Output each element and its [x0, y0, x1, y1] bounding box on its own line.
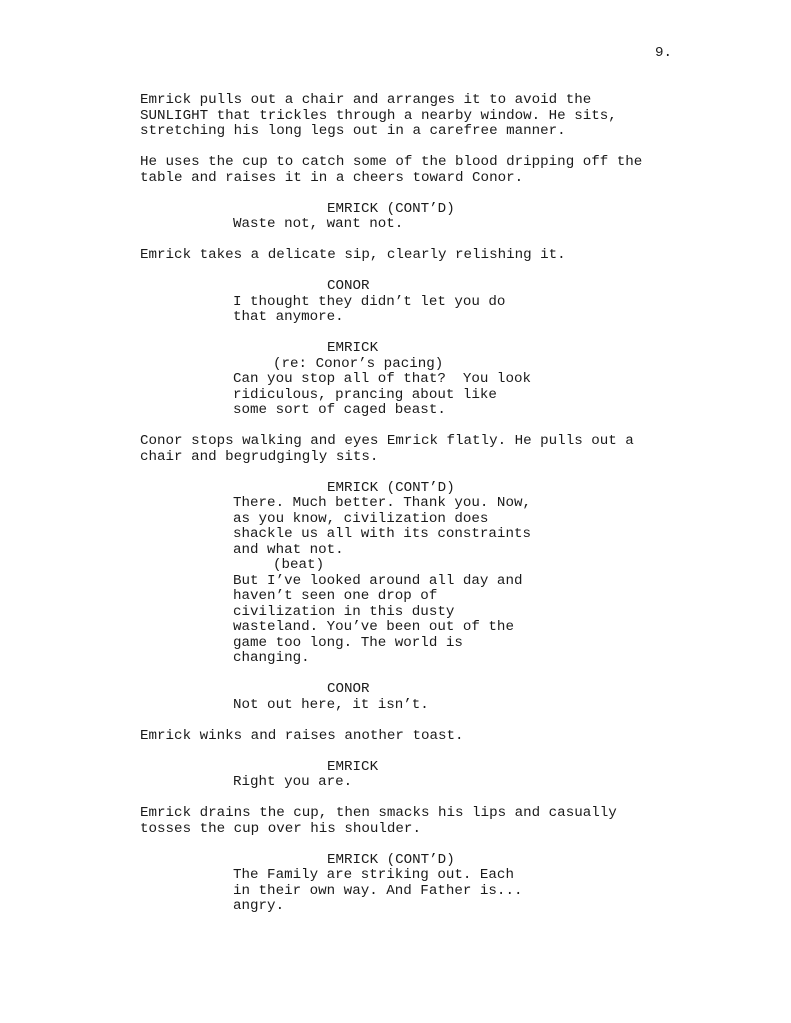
action-line: Emrick takes a delicate sip, clearly relishing it.	[140, 247, 566, 263]
block-spacer	[140, 713, 700, 729]
block-spacer	[140, 326, 700, 342]
character-block	[140, 760, 700, 776]
character-cue: CONOR	[327, 681, 370, 697]
action-block	[140, 155, 700, 186]
character-block	[140, 682, 700, 698]
dialogue-line: Right you are.	[233, 774, 353, 790]
dialogue-line: civilization in this dusty	[233, 603, 455, 620]
dialogue-block	[140, 295, 700, 326]
dialogue-block	[140, 372, 700, 419]
action-block	[140, 729, 700, 745]
action-line: SUNLIGHT that trickles through a nearby window. He sits,	[140, 107, 617, 124]
block-spacer	[140, 186, 700, 202]
character-cue: EMRICK (CONT’D)	[327, 200, 455, 217]
block-spacer	[140, 264, 700, 280]
dialogue-line: haven’t seen one drop of	[233, 588, 438, 604]
dialogue-line: that anymore.	[233, 309, 344, 325]
character-cue: EMRICK (CONT’D)	[327, 479, 455, 496]
dialogue-line: The Family are striking out. Each	[233, 867, 514, 883]
character-cue: EMRICK (CONT’D)	[327, 851, 455, 868]
action-block	[140, 248, 700, 264]
action-line: table and raises it in a cheers toward Conor.	[140, 169, 524, 186]
dialogue-block	[140, 217, 700, 233]
dialogue-line: ridiculous, prancing about like	[233, 386, 497, 403]
page-number: 9.	[655, 45, 673, 61]
dialogue-line: game too long. The world is	[233, 634, 463, 651]
action-block	[140, 93, 700, 140]
paren-block	[140, 558, 700, 574]
action-line: He uses the cup to catch some of the blood dripping off the	[140, 154, 643, 170]
block-spacer	[140, 233, 700, 249]
dialogue-block	[140, 574, 700, 667]
character-cue: CONOR	[327, 278, 370, 294]
dialogue-line: I thought they didn’t let you do	[233, 293, 506, 310]
dialogue-line: some sort of caged beast.	[233, 402, 446, 418]
action-line: stretching his long legs out in a carefree manner.	[140, 123, 566, 139]
block-spacer	[140, 465, 700, 481]
dialogue-block	[140, 775, 700, 791]
character-cue: EMRICK	[327, 758, 379, 775]
block-spacer	[140, 140, 700, 156]
block-spacer	[140, 837, 700, 853]
action-block	[140, 806, 700, 837]
dialogue-line: But I’ve looked around all day and	[233, 572, 523, 589]
character-block	[140, 481, 700, 497]
action-line: Emrick pulls out a chair and arranges it to avoid the	[140, 92, 592, 108]
character-cue: EMRICK	[327, 340, 379, 356]
block-spacer	[140, 667, 700, 683]
block-spacer	[140, 791, 700, 807]
dialogue-block	[140, 868, 700, 915]
action-line: chair and begrudgingly sits.	[140, 448, 379, 465]
dialogue-line: Waste not, want not.	[233, 216, 404, 232]
dialogue-line: Not out here, it isn’t.	[233, 696, 429, 713]
parenthetical: (re: Conor’s pacing)	[273, 355, 444, 372]
action-line: Emrick winks and raises another toast.	[140, 727, 464, 744]
dialogue-line: as you know, civilization does	[233, 510, 489, 527]
action-block	[140, 434, 700, 465]
character-block	[140, 853, 700, 869]
character-block	[140, 341, 700, 357]
script-body	[140, 93, 700, 915]
block-spacer	[140, 419, 700, 435]
block-spacer	[140, 744, 700, 760]
character-block	[140, 202, 700, 218]
action-line: Conor stops walking and eyes Emrick flatly. He pulls out a	[140, 433, 634, 449]
dialogue-line: wasteland. You’ve been out of the	[233, 619, 514, 635]
dialogue-line: Can you stop all of that? You look	[233, 371, 531, 387]
paren-block	[140, 357, 700, 373]
action-line: Emrick drains the cup, then smacks his lips and casually	[140, 805, 617, 821]
action-line: tosses the cup over his shoulder.	[140, 820, 421, 837]
dialogue-line: changing.	[233, 650, 310, 666]
dialogue-line: angry.	[233, 898, 285, 914]
dialogue-line: shackle us all with its constraints	[233, 526, 531, 542]
dialogue-block	[140, 698, 700, 714]
character-block	[140, 279, 700, 295]
dialogue-line: There. Much better. Thank you. Now,	[233, 495, 531, 511]
dialogue-block	[140, 496, 700, 558]
dialogue-line: and what not.	[233, 541, 344, 558]
dialogue-line: in their own way. And Father is...	[233, 882, 523, 899]
parenthetical: (beat)	[273, 557, 325, 573]
